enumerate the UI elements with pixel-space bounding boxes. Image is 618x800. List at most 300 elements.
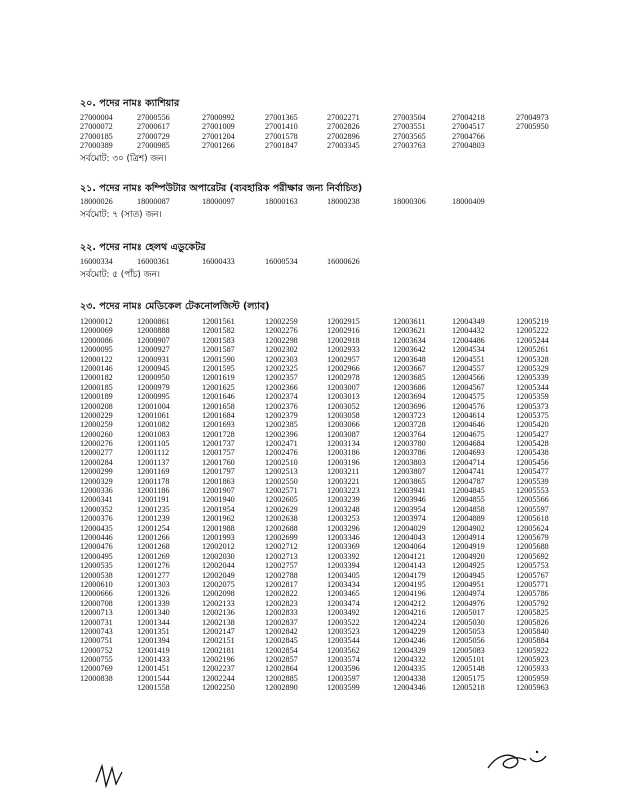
roll-number-cell: 12000731: [80, 617, 113, 627]
roll-number-cell: 12005933: [516, 664, 549, 674]
roll-number-cell: 12004858: [452, 504, 485, 514]
roll-number-cell: 12002379: [265, 410, 298, 420]
roll-number-cell: 27001847: [265, 141, 298, 151]
roll-number-cell: 12001269: [137, 551, 170, 561]
roll-number-cell: 12001797: [202, 467, 235, 477]
roll-number-cell: 12003405: [327, 570, 360, 580]
roll-number-cell: 12005056: [452, 636, 485, 646]
roll-number-cell: 12000476: [80, 542, 113, 552]
roll-number-cell: 12001340: [137, 608, 170, 618]
roll-number-cell: 12000535: [80, 561, 113, 571]
roll-number-cell: 12005344: [516, 382, 549, 392]
roll-number-cell: 12001277: [137, 570, 170, 580]
roll-number-cell: 12005328: [516, 354, 549, 364]
roll-number-cell: 12005175: [452, 673, 485, 683]
roll-number-cell: 12004787: [452, 476, 485, 486]
roll-number-cell: 12001646: [202, 392, 235, 402]
roll-number-cell: 12005218: [452, 683, 485, 693]
roll-number-cell: 12000888: [137, 326, 170, 336]
roll-number-cell: 27000617: [137, 122, 170, 132]
roll-number-cell: 12000012: [80, 317, 113, 326]
roll-number-cell: 12001004: [137, 401, 170, 411]
roll-number-cell: 12000666: [80, 589, 113, 599]
roll-number-cell: 12000185: [80, 382, 113, 392]
roll-number-cell: 12000861: [137, 317, 170, 326]
roll-number-cell: 16000534: [265, 257, 298, 266]
roll-number-cell: 12005884: [516, 636, 549, 646]
signature-left-icon: [92, 760, 132, 792]
roll-number-cell: 12004845: [452, 486, 485, 496]
roll-number-cell: 12000945: [137, 363, 170, 373]
roll-number-cell: 12003253: [327, 514, 360, 524]
roll-number-cell: 12004951: [452, 579, 485, 589]
roll-number-cell: 12002147: [202, 626, 235, 636]
roll-number-cell: 12002788: [265, 570, 298, 580]
roll-number-cell: 12005753: [516, 561, 549, 571]
roll-number-cell: 12005959: [516, 673, 549, 683]
roll-number-cell: 12005539: [516, 476, 549, 486]
roll-number-cell: 12003648: [393, 354, 426, 364]
roll-number-cell: 12005329: [516, 363, 549, 373]
roll-number-cell: 12005566: [516, 495, 549, 505]
roll-number-cell: 12003941: [393, 486, 426, 496]
roll-number-cell: 12002250: [202, 683, 235, 693]
roll-number-cell: 12000069: [80, 326, 113, 336]
roll-number-cell: 12003369: [327, 542, 360, 552]
roll-number-cell: 12003597: [327, 673, 360, 683]
roll-number-cell: 12002712: [265, 542, 298, 552]
roll-number-cell: 27004766: [452, 131, 485, 141]
roll-number-cell: 18000026: [80, 197, 113, 206]
roll-number-cell: 12002837: [265, 617, 298, 627]
roll-number-cell: 12000610: [80, 579, 113, 589]
roll-number-cell: 12001583: [202, 335, 235, 345]
roll-number-cell: 12002138: [202, 617, 235, 627]
roll-number-cell: 18000097: [202, 197, 235, 206]
roll-number-cell: 12000446: [80, 532, 113, 542]
roll-number-cell: 12001962: [202, 514, 235, 524]
roll-number-cell: 12004335: [393, 664, 426, 674]
roll-number-cell: 12003685: [393, 373, 426, 383]
roll-number-cell: 12003946: [393, 495, 426, 505]
roll-number-cell: 12003611: [393, 317, 426, 326]
roll-number-cell: 12001105: [137, 439, 170, 449]
roll-number-cell: 12000713: [80, 608, 113, 618]
roll-number-cell: 12001625: [202, 382, 235, 392]
roll-number-cell: 12002136: [202, 608, 235, 618]
roll-number-cell: 12004332: [393, 655, 426, 665]
roll-number-cell: 12004693: [452, 448, 485, 458]
roll-number-cell: 27002896: [327, 131, 360, 141]
roll-number-cell: 12005618: [516, 514, 549, 524]
roll-number-cell: 12002476: [265, 448, 298, 458]
roll-number-cell: 12003434: [327, 579, 360, 589]
roll-number-cell: 12000495: [80, 551, 113, 561]
roll-number-cell: 12004974: [452, 589, 485, 599]
roll-number-cell: 27001009: [202, 122, 235, 132]
roll-number-cell: 12005427: [516, 429, 549, 439]
roll-number-cell: 12002044: [202, 561, 235, 571]
roll-number-cell: 12005771: [516, 579, 549, 589]
roll-number-cell: 12003296: [327, 523, 360, 533]
roll-number-cell: 12003954: [393, 504, 426, 514]
roll-number-cell: 12001993: [202, 532, 235, 542]
roll-number-cell: 12000755: [80, 655, 113, 665]
roll-number-cell: 12001451: [137, 664, 170, 674]
roll-number-cell: 12003346: [327, 532, 360, 542]
roll-number-cell: 12004064: [393, 542, 426, 552]
roll-number-cell: 12000189: [80, 392, 113, 402]
roll-number-cell: 12001940: [202, 495, 235, 505]
roll-number-cell: 12004914: [452, 532, 485, 542]
roll-number-cell: 12000259: [80, 420, 113, 430]
roll-number-cell: 12001137: [137, 457, 170, 467]
roll-number-cell: 12000276: [80, 439, 113, 449]
roll-number-cell: 12002842: [265, 626, 298, 636]
roll-number-cell: 12005261: [516, 345, 549, 355]
roll-number-cell: 12002385: [265, 420, 298, 430]
roll-number-cell: 12001595: [202, 363, 235, 373]
roll-number-cell: 27000004: [80, 113, 113, 122]
roll-number-cell: 12002303: [265, 354, 298, 364]
signature-right-icon: [482, 742, 554, 778]
roll-number-cell: 12001169: [137, 467, 170, 477]
roll-number-cell: 12005692: [516, 551, 549, 561]
roll-number-cell: 12005438: [516, 448, 549, 458]
roll-number-cell: 12004557: [452, 363, 485, 373]
roll-number-cell: 12000086: [80, 335, 113, 345]
roll-number-cell: 12004714: [452, 457, 485, 467]
roll-number-cell: 27001204: [202, 131, 235, 141]
roll-number-cell: 12001544: [137, 673, 170, 683]
roll-number-cell: 12005428: [516, 439, 549, 449]
roll-number-cell: 12000229: [80, 410, 113, 420]
roll-number-cell: 12002833: [265, 608, 298, 618]
roll-number-cell: 12004179: [393, 570, 426, 580]
roll-number-cell: 12004646: [452, 420, 485, 430]
roll-number-cell: 12005767: [516, 570, 549, 580]
section-title-computer-operator: ২১. পদের নামঃ কম্পিউটার অপারেটর (ব্যবহারিক পরীক্ষার জন্য নির্বাচিত): [80, 183, 363, 194]
roll-number-cell: 27002826: [327, 122, 360, 132]
roll-number-cell: 12005553: [516, 486, 549, 496]
roll-number-cell: 12003562: [327, 645, 360, 655]
roll-number-cell: 12000341: [80, 495, 113, 505]
roll-number-cell: 12004945: [452, 570, 485, 580]
roll-number-cell: 12004551: [452, 354, 485, 364]
roll-number-cell: 12005792: [516, 598, 549, 608]
roll-number-cell: 12003248: [327, 504, 360, 514]
roll-number-cell: 12003803: [393, 457, 426, 467]
roll-number-cell: 27003551: [393, 122, 426, 132]
roll-number-cell: 12005679: [516, 532, 549, 542]
roll-number-cell: 12002302: [265, 345, 298, 355]
roll-number-cell: 12003058: [327, 410, 360, 420]
roll-number-cell: 12002918: [327, 335, 360, 345]
roll-number-cell: 12001590: [202, 354, 235, 364]
roll-number-cell: 12003223: [327, 486, 360, 496]
roll-number-cell: 18000409: [452, 197, 485, 206]
roll-number-cell: 27000992: [202, 113, 235, 122]
roll-number-cell: 12001254: [137, 523, 170, 533]
roll-number-cell: 12000376: [80, 514, 113, 524]
roll-number-cell: 12005219: [516, 317, 549, 326]
roll-number-cell: 12003634: [393, 335, 426, 345]
roll-number-cell: 12000743: [80, 626, 113, 636]
roll-number-cell: 12000299: [80, 467, 113, 477]
roll-number-cell: 12002713: [265, 551, 298, 561]
roll-number-cell: 12001083: [137, 429, 170, 439]
roll-number-cell: 12004432: [452, 326, 485, 336]
section-title-health-educator: ২২. পদের নামঃ হেলথ এডুকেটর: [80, 242, 206, 253]
roll-number-cell: 18000163: [265, 197, 298, 206]
roll-number-cell: 12004196: [393, 589, 426, 599]
roll-number-cell: 12001326: [137, 589, 170, 599]
roll-number-cell: 12002298: [265, 335, 298, 345]
roll-number-cell: 12001684: [202, 410, 235, 420]
roll-number-cell: 12002885: [265, 673, 298, 683]
roll-number-cell: 12000838: [80, 673, 113, 683]
roll-number-cell: 27001578: [265, 131, 298, 141]
roll-number-cell: 12004684: [452, 439, 485, 449]
roll-number-cell: 27001410: [265, 122, 298, 132]
roll-number-cell: 12002325: [265, 363, 298, 373]
roll-number-cell: 12003394: [327, 561, 360, 571]
roll-number-cell: 12000950: [137, 373, 170, 383]
roll-number-cell: 12002376: [265, 401, 298, 411]
roll-number-cell: 12000931: [137, 354, 170, 364]
roll-number-cell: 12001344: [137, 617, 170, 627]
roll-number-cell: 12005688: [516, 542, 549, 552]
roll-number-cell: 27004973: [516, 113, 549, 122]
roll-number-cell: 12004920: [452, 551, 485, 561]
roll-number-cell: 12002638: [265, 514, 298, 524]
roll-number-cell: 12005222: [516, 326, 549, 336]
roll-number-cell: 12005101: [452, 655, 485, 665]
roll-number-cell: 18000087: [137, 197, 170, 206]
roll-number-cell: 12003392: [327, 551, 360, 561]
roll-number-cell: 12002196: [202, 655, 235, 665]
roll-number-cell: 12005786: [516, 589, 549, 599]
roll-number-cell: 12003523: [327, 626, 360, 636]
roll-number-cell: 12004741: [452, 467, 485, 477]
roll-number-cell: 12003052: [327, 401, 360, 411]
roll-number-cell: 12000927: [137, 345, 170, 355]
roll-number-cell: 12003544: [327, 636, 360, 646]
roll-number-cell: 12003728: [393, 420, 426, 430]
roll-number-cell: 12000352: [80, 504, 113, 514]
roll-number-cell: 12001760: [202, 457, 235, 467]
roll-number-cell: 12005053: [452, 626, 485, 636]
roll-number-cell: 12000979: [137, 382, 170, 392]
roll-number-cell: 12005923: [516, 655, 549, 665]
roll-number-cell: 12002845: [265, 636, 298, 646]
roll-number-cell: 12004246: [393, 636, 426, 646]
roll-number-cell: 12004566: [452, 373, 485, 383]
roll-number-cell: 27002271: [327, 113, 360, 122]
roll-number-cell: 12002629: [265, 504, 298, 514]
roll-number-cell: 12005840: [516, 626, 549, 636]
roll-number-cell: 12004229: [393, 626, 426, 636]
roll-number-cell: 16000433: [202, 257, 235, 266]
roll-number-cell: 12002699: [265, 532, 298, 542]
roll-number-cell: 27004517: [452, 122, 485, 132]
roll-number-cell: 12002571: [265, 486, 298, 496]
roll-number-cell: 12005477: [516, 467, 549, 477]
roll-number-cell: 12005083: [452, 645, 485, 655]
roll-number-cell: 12004349: [452, 317, 485, 326]
roll-number-cell: 12003522: [327, 617, 360, 627]
roll-number-cell: 12005420: [516, 420, 549, 430]
roll-number-cell: 12001863: [202, 476, 235, 486]
roll-number-cell: 12002757: [265, 561, 298, 571]
roll-number-cell: 12005373: [516, 401, 549, 411]
roll-number-cell: 12003599: [327, 683, 360, 693]
roll-number-cell: 27000185: [80, 131, 113, 141]
roll-number-cell: 12003694: [393, 392, 426, 402]
roll-number-cell: 12003786: [393, 448, 426, 458]
roll-number-cell: 12002978: [327, 373, 360, 383]
roll-number-cell: 12001178: [137, 476, 170, 486]
roll-number-cell: 12005456: [516, 457, 549, 467]
roll-number-cell: 12002259: [265, 317, 298, 326]
roll-number-cell: 12003196: [327, 457, 360, 467]
roll-number-cell: 12000182: [80, 373, 113, 383]
section-total-cashier: সর্বমোট: ৩০ (ত্রিশ) জন।: [80, 154, 167, 164]
roll-number-cell: 12001191: [137, 495, 170, 505]
roll-number-cell: 12001693: [202, 420, 235, 430]
roll-number-cell: 12003066: [327, 420, 360, 430]
roll-number-cell: 12004925: [452, 561, 485, 571]
roll-number-cell: 27000556: [137, 113, 170, 122]
roll-number-cell: 12000995: [137, 392, 170, 402]
roll-number-cell: 12002237: [202, 664, 235, 674]
roll-number-cell: 12001737: [202, 439, 235, 449]
roll-number-cell: 12002823: [265, 598, 298, 608]
roll-number-cell: 12002049: [202, 570, 235, 580]
roll-number-cell: 12002966: [327, 363, 360, 373]
roll-number-cell: 12003007: [327, 382, 360, 392]
roll-number-cell: 12001394: [137, 636, 170, 646]
roll-number-cell: 12002864: [265, 664, 298, 674]
roll-number-cell: 12001988: [202, 523, 235, 533]
section-title-medical-technologist-lab: ২৩. পদের নামঃ মেডিকেল টেকনোলজিস্ট (ল্যাব): [80, 301, 270, 312]
roll-number-cell: 27003345: [327, 141, 360, 151]
roll-number-cell: 12001266: [137, 532, 170, 542]
roll-number-cell: 12000336: [80, 486, 113, 496]
roll-number-cell: 12001112: [137, 448, 170, 458]
roll-number-cell: 12005030: [452, 617, 485, 627]
roll-number-cell: 12005148: [452, 664, 485, 674]
roll-number-cell: 12004029: [393, 523, 426, 533]
roll-number-cell: 12003686: [393, 382, 426, 392]
roll-number-cell: 12005017: [452, 608, 485, 618]
roll-number-cell: 12002030: [202, 551, 235, 561]
roll-number-cell: 12004534: [452, 345, 485, 355]
roll-number-cell: 27000985: [137, 141, 170, 151]
roll-number-cell: 12004346: [393, 683, 426, 693]
roll-number-cell: 12002822: [265, 589, 298, 599]
roll-number-cell: 27003763: [393, 141, 426, 151]
roll-number-cell: 12002133: [202, 598, 235, 608]
roll-number-cell: 12003465: [327, 589, 360, 599]
roll-number-cell: 12005963: [516, 683, 549, 693]
roll-number-cell: 12003974: [393, 514, 426, 524]
roll-number-cell: 12002075: [202, 579, 235, 589]
roll-number-cell: 12002098: [202, 589, 235, 599]
roll-number-cell: 12004216: [393, 608, 426, 618]
roll-number-cell: 12004614: [452, 410, 485, 420]
section-title-cashier: ২০. পদের নামঃ ক্যাশিয়ার: [80, 98, 180, 109]
roll-number-cell: 12002817: [265, 579, 298, 589]
roll-number-cell: 16000361: [137, 257, 170, 266]
roll-number-cell: 27001365: [265, 113, 298, 122]
roll-number-cell: 12002012: [202, 542, 235, 552]
roll-number-cell: 12003780: [393, 439, 426, 449]
roll-number-cell: 12004976: [452, 598, 485, 608]
roll-number-cell: 12002181: [202, 645, 235, 655]
roll-number-cell: 12003642: [393, 345, 426, 355]
roll-number-cell: 12003087: [327, 429, 360, 439]
roll-number-cell: 12000751: [80, 636, 113, 646]
roll-number-cell: 12000122: [80, 354, 113, 364]
roll-number-cell: 12003474: [327, 598, 360, 608]
roll-number-cell: 12003239: [327, 495, 360, 505]
roll-number-cell: 12002396: [265, 429, 298, 439]
roll-number-cell: 12000146: [80, 363, 113, 373]
roll-number-cell: 12001339: [137, 598, 170, 608]
roll-number-cell: 12005339: [516, 373, 549, 383]
roll-number-cell: 12005244: [516, 335, 549, 345]
roll-number-cell: 12004043: [393, 532, 426, 542]
roll-number-cell: 27004218: [452, 113, 485, 122]
roll-number-cell: 12001907: [202, 486, 235, 496]
roll-number-cell: 12000769: [80, 664, 113, 674]
roll-number-cell: 12003211: [327, 467, 360, 477]
roll-number-cell: 12002151: [202, 636, 235, 646]
roll-number-cell: 12001082: [137, 420, 170, 430]
roll-number-cell: 12001757: [202, 448, 235, 458]
roll-number-cell: 12003013: [327, 392, 360, 402]
roll-number-cell: 12001235: [137, 504, 170, 514]
roll-number-cell: 12001303: [137, 579, 170, 589]
roll-number-cell: 12004224: [393, 617, 426, 627]
roll-number-cell: 12002550: [265, 476, 298, 486]
roll-number-cell: 12002915: [327, 317, 360, 326]
roll-number-cell: 12001619: [202, 373, 235, 383]
roll-number-cell: 12001276: [137, 561, 170, 571]
roll-number-cell: 18000306: [393, 197, 426, 206]
roll-number-cell: 12000907: [137, 335, 170, 345]
roll-number-cell: 12004902: [452, 523, 485, 533]
roll-number-cell: 27005950: [516, 122, 549, 132]
roll-number-cell: 12001728: [202, 429, 235, 439]
section-total-health-educator: সর্বমোট: ৫ (পাঁচ) জন।: [80, 270, 160, 280]
roll-number-cell: 12002513: [265, 467, 298, 477]
roll-number-cell: 18000238: [327, 197, 360, 206]
roll-number-cell: 12003221: [327, 476, 360, 486]
roll-number-cell: 27001266: [202, 141, 235, 151]
roll-number-cell: 12001433: [137, 655, 170, 665]
roll-number-cell: 12003186: [327, 448, 360, 458]
roll-number-cell: 12004338: [393, 673, 426, 683]
roll-number-cell: 12001558: [137, 683, 170, 693]
roll-number-cell: 12002366: [265, 382, 298, 392]
roll-number-cell: 12001587: [202, 345, 235, 355]
roll-number-cell: 12005375: [516, 410, 549, 420]
roll-number-cell: 12004486: [452, 335, 485, 345]
roll-number-cell: 12003723: [393, 410, 426, 420]
roll-number-cell: 27000072: [80, 122, 113, 132]
